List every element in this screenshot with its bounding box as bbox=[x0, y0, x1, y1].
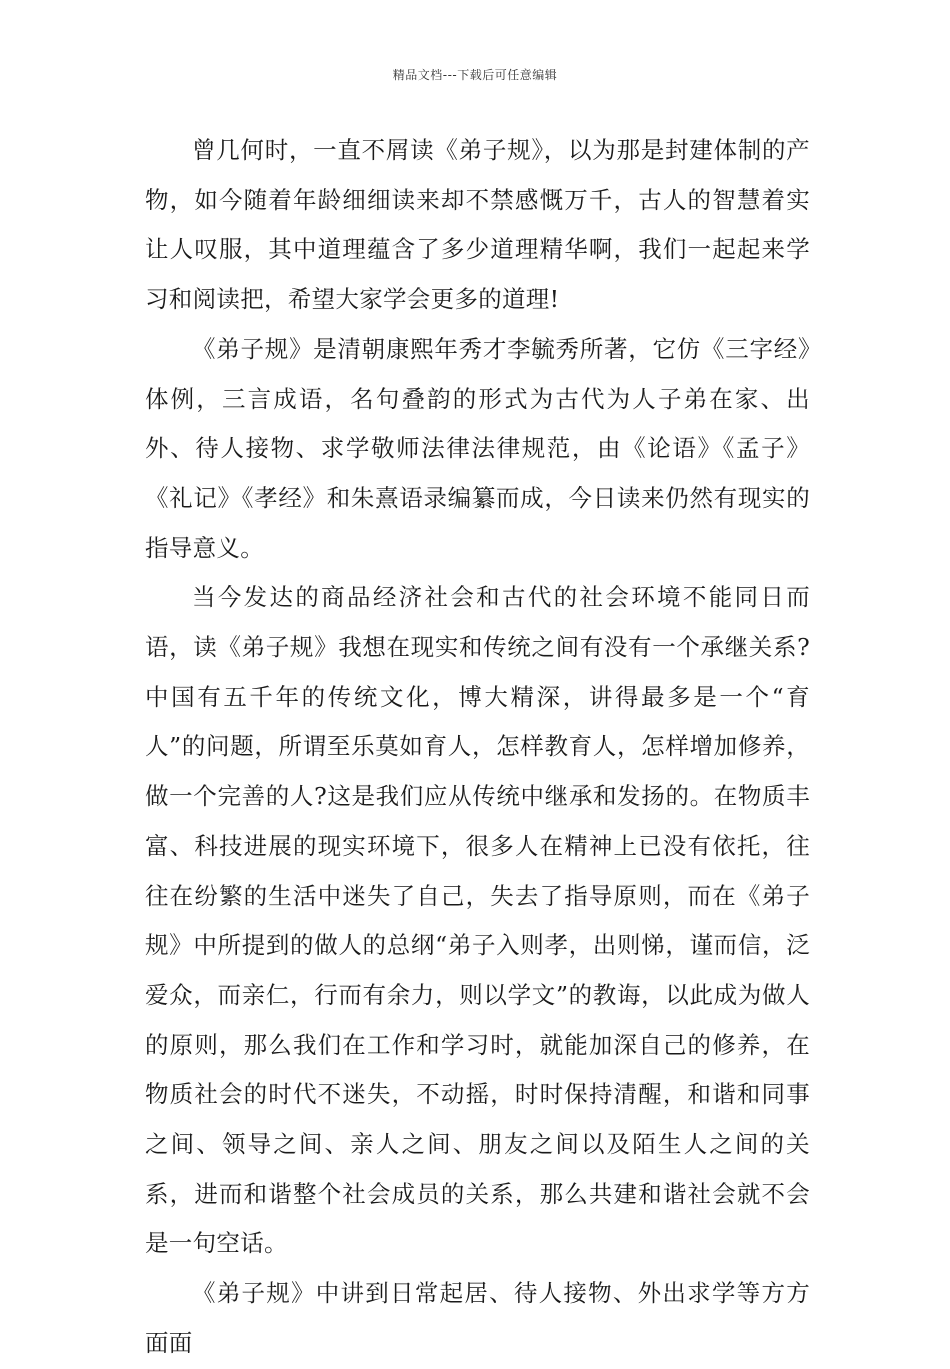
paragraph-3: 当今发达的商品经济社会和古代的社会环境不能同日而语，读《弟子规》我想在现实和传统之间有没有一个承继关系?中国有五千年的传统文化，博大精深，讲得最多是一个“育人”的问题，所谓至乐莫如育人，怎样教育人，怎样增加修养，做一个完善的人?这是我们应从传统中继承和发扬的。在物质丰富、科技进展的现实环境下，很多人在精神上已没有依托，往往在纷繁的生活中迷失了自己，失去了指导原则，而在《弟子规》中所提到的做人的总纲“弟子入则孝，出则悌，谨而信，泛爱众，而亲仁，行而有余力，则以学文”的教诲，以此成为做人的原则，那么我们在工作和学习时，就能加深自己的修养，在物质社会的时代不迷失，不动摇，时时保持清醒，和谐和同事之间、领导之间、亲人之间、朋友之间以及陌生人之间的关系，进而和谐整个社会成员的关系，那么共建和谐社会就不会是一句空话。 bbox=[145, 583, 810, 1258]
page-header: 精品文档---下载后可任意编辑 bbox=[392, 68, 558, 82]
paragraph-2: 《弟子规》是清朝康熙年秀才李毓秀所著，它仿《三字经》体例，三言成语，名句叠韵的形式为古代为人子弟在家、出外、待人接物、求学敬师法律法律规范，由《论语》《孟子》《礼记》《孝经》和朱熹语录编纂而成，今日读来仍然有现实的指导意义。 bbox=[145, 334, 810, 562]
paragraph-1: 曾几何时，一直不屑读《弟子规》，以为那是封建体制的产物，如今随着年龄细细读来却不禁感慨万千，古人的智慧着实让人叹服，其中道理蕴含了多少道理精华啊，我们一起起来学习和阅读把，希望大家学会更多的道理! bbox=[145, 136, 810, 314]
document-body bbox=[145, 126, 810, 1369]
paragraph-4: 《弟子规》中讲到日常起居、待人接物、外出求学等方方面面 bbox=[145, 1279, 810, 1357]
